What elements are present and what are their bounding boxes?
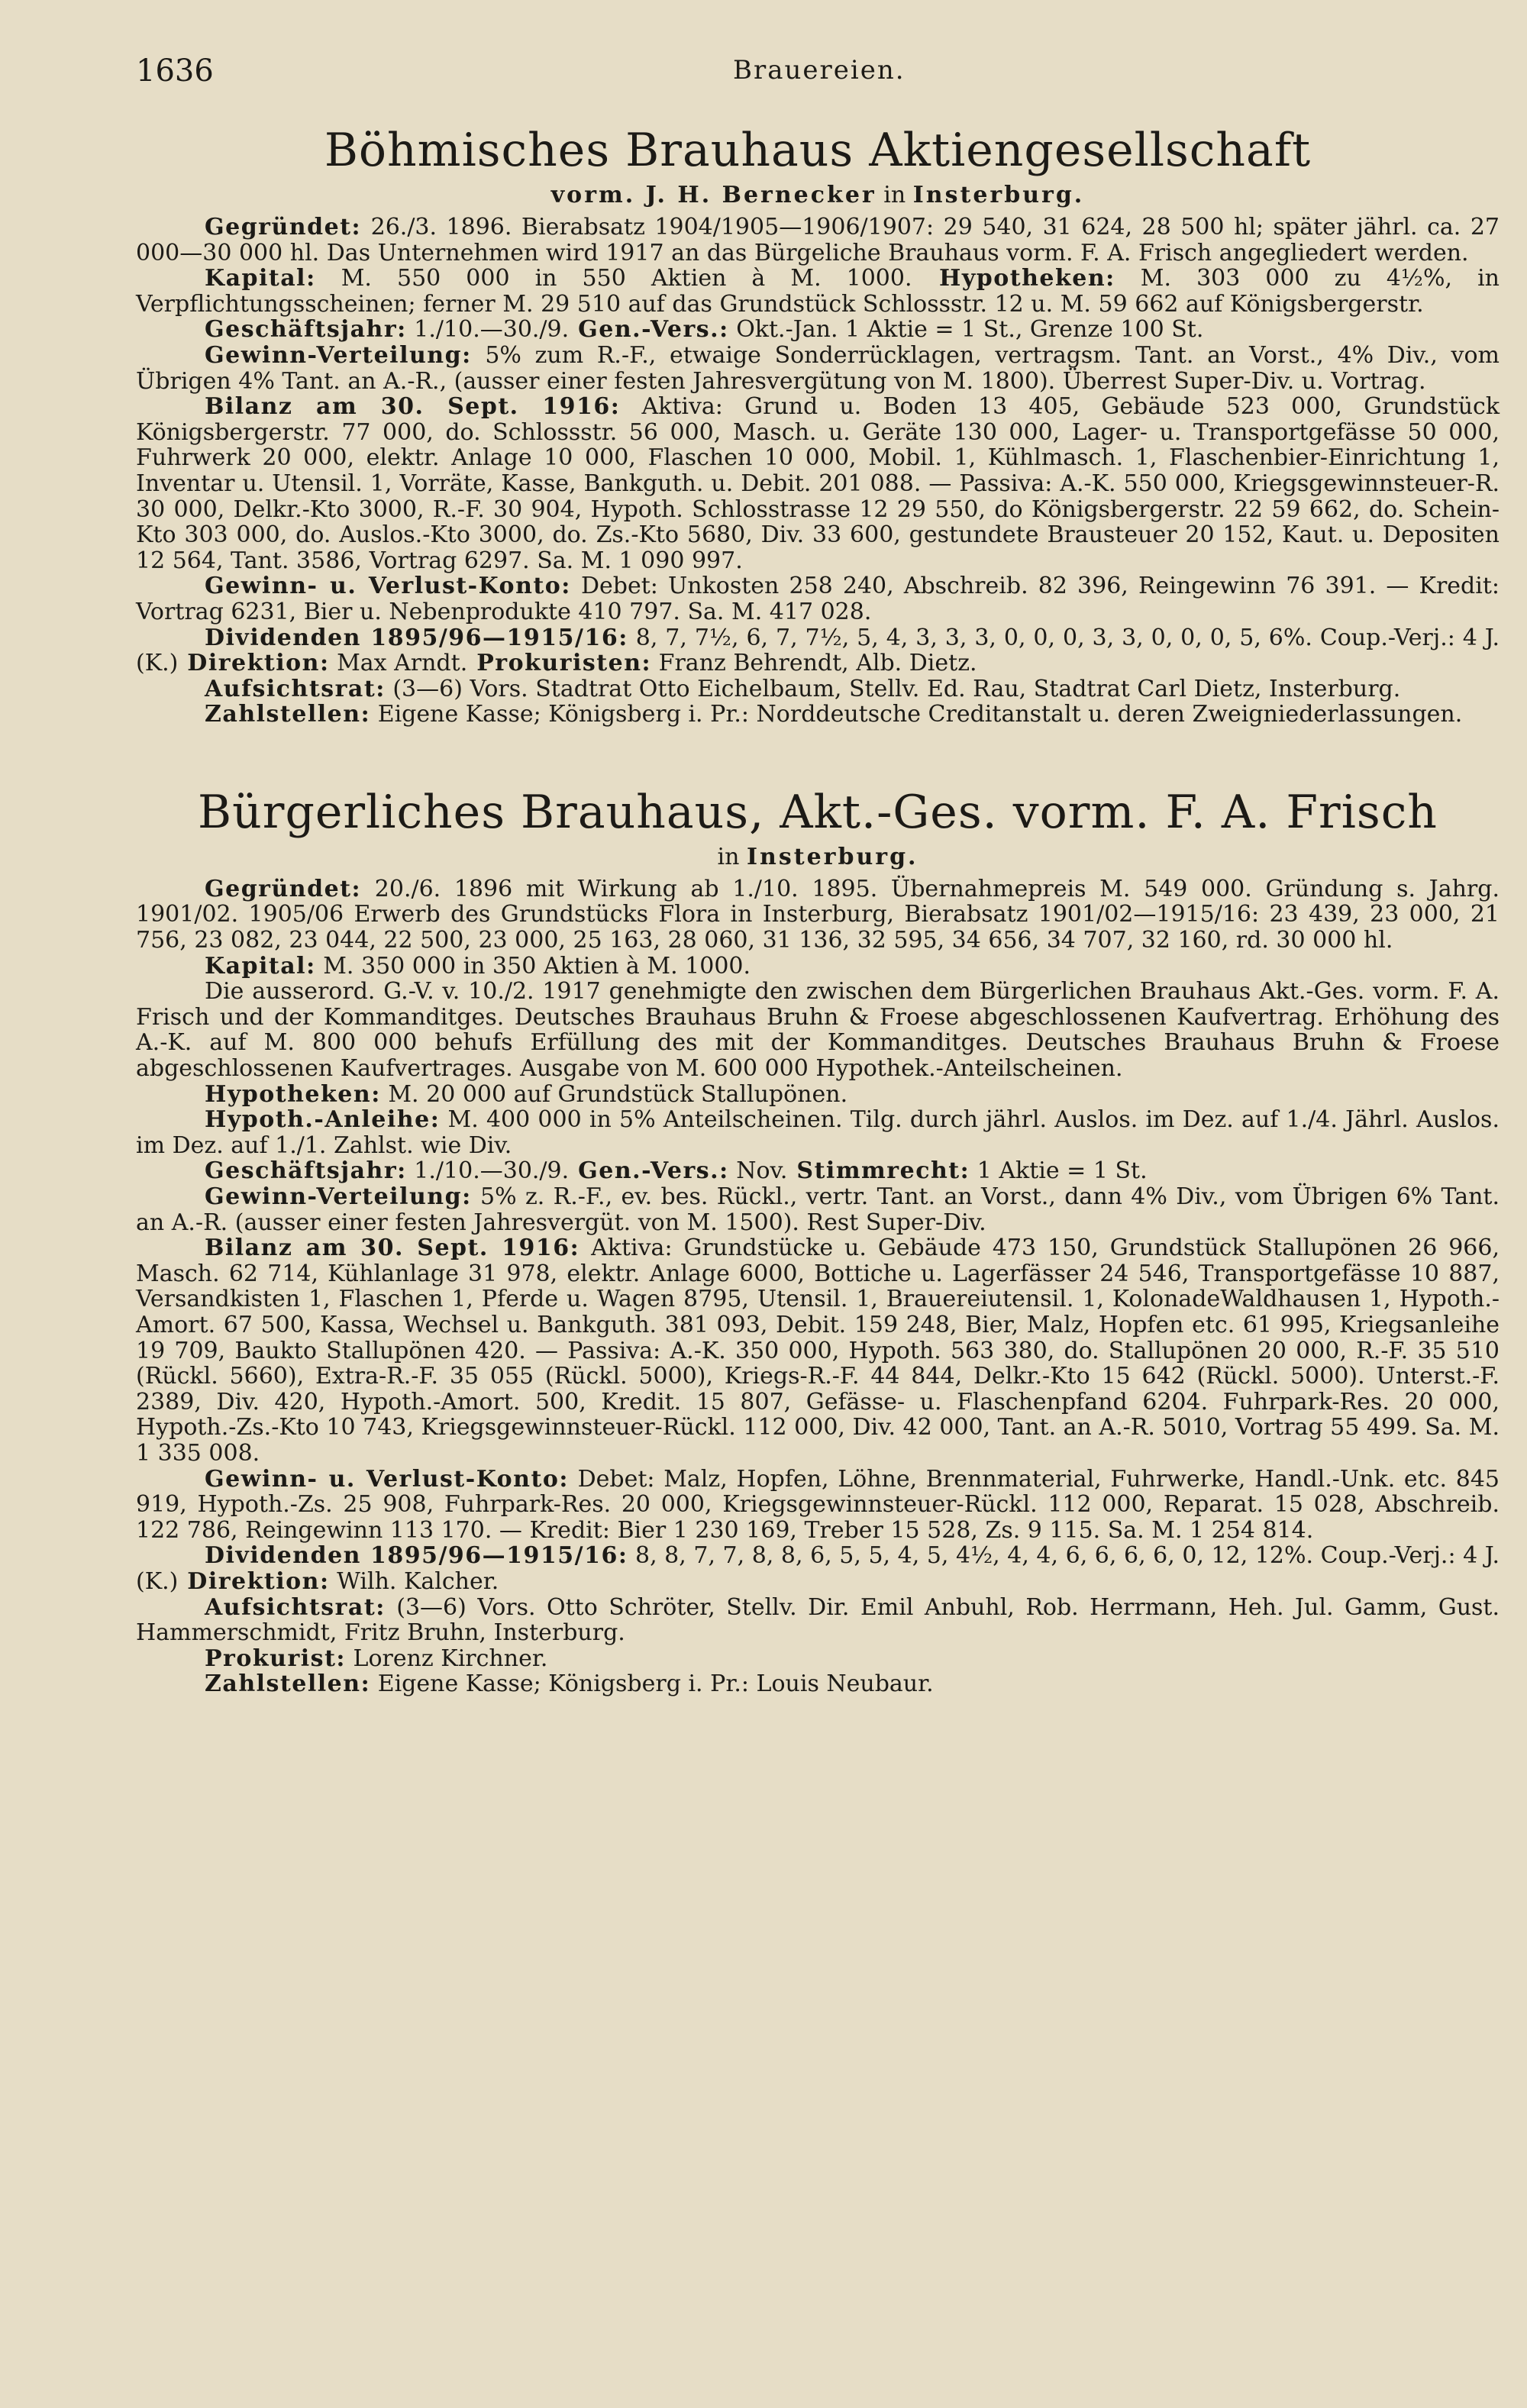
field-text: M. 550 000 in 550 Aktien à M. 1000. (315, 265, 912, 292)
field-text: M. 20 000 auf Grundstück Stallupönen. (380, 1080, 848, 1108)
entry-buergerliches-brauhaus (136, 787, 1500, 1697)
field-text: Eigene Kasse; Königsberg i. Pr.: Louis Neubaur. (370, 1670, 934, 1698)
field-label: Aufsichtsrat: (205, 1593, 386, 1621)
paragraph (136, 1107, 1500, 1158)
field-text: M. 350 000 in 350 Aktien à M. 1000. (315, 952, 751, 980)
field-label: Bilanz am 30. Sept. 1916: (205, 393, 621, 421)
field-label: Zahlstellen: (205, 1670, 371, 1698)
running-head (136, 46, 1500, 99)
field-label: Hypoth.-Anleihe: (205, 1106, 441, 1134)
field-label: Gewinn- u. Verlust-Konto: (205, 573, 571, 600)
field-label: Kapital: (205, 952, 316, 980)
paragraph (136, 573, 1500, 625)
field-label: Stimmrecht: (787, 1157, 970, 1185)
field-label: Gewinn-Verteilung: (205, 341, 472, 369)
field-text: Aktiva: Grund u. Boden 13 405, Gebäude 523 000, Grundstück Königsbergerstr. 77 000, do. Schlossstr. 56 000, Masch. u. Geräte 130 000, Lager- u. Transportgefässe 50 000, Fuhrwerk 20 000, elektr. Anlage 10 000, Flaschen 10 000, Mobil. 1, Kühlmasch. 1, Flaschenbier-Einrichtung 1, Inventar u. Utensil. 1, Vorräte, Kasse, Bankguth. u. Debit. 201 088. — Passiva: A.-K. 550 000, Kriegsgewinnsteuer-R. 30 000, Delkr.-Kto 3000, R.-F. 30 904, Hypoth. Schlosstrasse 12 29 550, do Königsbergerstr. 22 59 662, do. Schein-Kto 303 000, do. Auslos.-Kto 3000, do. Zs.-Kto 5680, Div. 33 600, gestundete Brausteuer 20 152, Kaut. u. Depositen 12 564, Tant. 3586, Vortrag 6297. Sa. M. 1 090 997. (136, 393, 1500, 574)
paragraph (136, 1595, 1500, 1646)
paragraph (136, 1235, 1500, 1466)
field-text: 8, 7, 7½, 6, 7, 7½, 5, 4, 3, 3, 3, 0, 0, 0, 3, 3, 0, 0, 0, 5, 6%. Coup.-Verj.: 4 J. (K.) (136, 624, 1500, 677)
field-text: Okt.-Jan. 1 Aktie = 1 St., Grenze 100 St. (728, 316, 1204, 344)
field-text: M. 303 000 zu 4½%, in Verpflichtungsscheinen; ferner M. 29 510 auf das Grundstück Schlossstr. 12 u. M. 59 662 auf Königsbergerstr. (136, 265, 1500, 318)
paragraph (136, 702, 1500, 728)
field-text: M. 400 000 in 5% Anteilscheinen. Tilg. durch jährl. Auslos. im Dez. auf 1./4. Jährl. Auslos. im Dez. auf 1./1. Zahlst. wie Div. (136, 1106, 1500, 1159)
field-label: Gen.-Vers.: (569, 1157, 729, 1185)
paragraph (136, 1158, 1500, 1184)
paragraph (136, 343, 1500, 394)
paragraph (136, 317, 1500, 343)
field-label: Aufsichtsrat: (205, 675, 386, 702)
field-text: Franz Behrendt, Alb. Dietz. (651, 650, 977, 677)
field-label: Prokuristen: (467, 650, 652, 677)
entry-body (136, 215, 1500, 728)
field-text: Lorenz Kirchner. (346, 1645, 548, 1672)
subtitle-in: in (883, 182, 906, 208)
paragraph (136, 876, 1500, 954)
paragraph (136, 394, 1500, 573)
entry-body (136, 876, 1500, 1697)
field-text: 5% zum R.-F., etwaige Sonderrücklagen, vertragsm. Tant. an Vorst., 4% Div., vom Übrigen 4% Tant. an A.-R., (ausser einer festen Jahresvergütung von M. 1800). Überrest Super-Div. u. Vortrag. (136, 341, 1500, 395)
field-text: 1./10.—30./9. (406, 316, 570, 344)
paragraph (136, 625, 1500, 676)
field-text: Die ausserord. G.-V. v. 10./2. 1917 genehmigte den zwischen dem Bürgerlichen Brauhaus Akt.-Ges. vorm. F. A. Frisch und der Kommanditges. Deutsches Brauhaus Bruhn & Froese abgeschlossenen Kaufvertrag. Erhöhung des A.-K. auf M. 800 000 behufs Erfüllung des mit der Kommanditges. Deutsches Brauhaus Bruhn & Froese abgeschlossenen Kaufvertrages. Ausgabe von M. 600 000 Hypothek.-Anteilscheinen. (136, 978, 1500, 1083)
running-title: Brauereien. (733, 55, 906, 86)
subtitle-place: Insterburg. (746, 843, 918, 870)
field-text: Debet: Malz, Hopfen, Löhne, Brennmaterial, Fuhrwerke, Handl.-Unk. etc. 845 919, Hypoth.-Zs. 25 908, Fuhrpark-Res. 20 000, Kriegsgewinnsteuer-Rückl. 112 000, Reparat. 15 028, Abschreib. 122 786, Reingewinn 113 170. — Kredit: Bier 1 230 169, Treber 15 528, Zs. 9 115. Sa. M. 1 254 814. (136, 1465, 1500, 1544)
field-text: 5% z. R.-F., ev. bes. Rückl., vertr. Tant. an Vorst., dann 4% Div., vom Übrigen 6% Tant. an A.-R. (ausser einer festen Jahresvergüt. von M. 1500). Rest Super-Div. (136, 1183, 1500, 1236)
entry-boehmisches-brauhaus (136, 125, 1500, 728)
field-text: Max Arndt. (329, 650, 468, 677)
field-text: Nov. (728, 1157, 788, 1185)
paragraph (136, 1671, 1500, 1697)
field-label: Prokurist: (205, 1645, 346, 1672)
field-label: Hypotheken: (205, 1080, 381, 1108)
field-label: Kapital: (205, 265, 316, 292)
paragraph (136, 1646, 1500, 1672)
field-text: 1 Aktie = 1 St. (970, 1157, 1148, 1185)
paragraph (136, 1082, 1500, 1108)
subtitle-company: vorm. J. H. Bernecker (550, 182, 876, 208)
field-label: Gegründet: (205, 214, 362, 240)
field-label: Gewinn-Verteilung: (205, 1183, 472, 1210)
field-label: Dividenden 1895/96—1915/16: (205, 1542, 628, 1570)
field-text: 20./6. 1896 mit Wirkung ab 1./10. 1895. Übernahmepreis M. 549 000. Gründung s. Jahrg. 1901/02. 1905/06 Erwerb des Grundstücks Flora in Insterburg, Bierabsatz 1901/02—1915/16: 23 439, 23 000, 21 756, 23 082, 23 044, 22 500, 23 000, 25 163, 28 060, 31 136, 32 595, 34 656, 34 707, 32 160, rd. 30 000 hl. (136, 875, 1500, 954)
paragraph (136, 954, 1500, 980)
page-number: 1636 (136, 53, 214, 89)
paragraph (136, 215, 1500, 266)
field-label: Hypotheken: (912, 265, 1115, 292)
paragraph (136, 979, 1500, 1081)
paragraph (136, 1543, 1500, 1594)
field-text: Aktiva: Grundstücke u. Gebäude 473 150, Grundstück Stallupönen 26 966, Masch. 62 714, Kühlanlage 31 978, elektr. Anlage 6000, Bottiche u. Lagerfässer 24 546, Transportgefässe 10 887, Versandkisten 1, Flaschen 1, Pferde u. Wagen 8795, Utensil. 1, Brauereiutensil. 1, KolonadeWaldhausen 1, Hypoth.-Amort. 67 500, Kassa, Wechsel u. Bankguth. 381 093, Debit. 159 248, Bier, Malz, Hopfen etc. 61 995, Kriegsanleihe 19 709, Baukto Stallupönen 420. — Passiva: A.-K. 350 000, Hypoth. 563 380, do. Stallupönen 20 000, R.-F. 35 510 (Rückl. 5660), Extra-R.-F. 35 055 (Rückl. 5000), Kriegs-R.-F. 44 844, Delkr.-Kto 15 642 (Rückl. 5000). Unterst.-F. 2389, Div. 420, Hypoth.-Amort. 500, Kredit. 15 807, Gefässe- u. Flaschenpfand 6204. Fuhrpark-Res. 20 000, Hypoth.-Zs.-Kto 10 743, Kriegsgewinnsteuer-Rückl. 112 000, Div. 42 000, Tant. an A.-R. 5010, Vortrag 55 499. Sa. M. 1 335 008. (136, 1235, 1500, 1467)
field-text: 8, 8, 7, 7, 8, 8, 6, 5, 5, 4, 5, 4½, 4, 4, 6, 6, 6, 6, 0, 12, 12%. Coup.-Verj.: 4 J. (K.) (136, 1542, 1500, 1595)
field-text: Eigene Kasse; Königsberg i. Pr.: Norddeutsche Creditanstalt u. deren Zweigniederlassungen. (370, 701, 1463, 728)
field-label: Geschäftsjahr: (205, 316, 407, 344)
paragraph (136, 266, 1500, 317)
entry-subtitle (136, 180, 1500, 210)
field-label: Geschäftsjahr: (205, 1157, 407, 1185)
entry-title: Böhmisches Brauhaus Aktiengesellschaft (324, 124, 1312, 177)
field-label: Gegründet: (205, 875, 362, 902)
entry-subtitle (136, 842, 1500, 872)
paragraph (136, 1184, 1500, 1235)
field-text: Debet: Unkosten 258 240, Abschreib. 82 396, Reingewinn 76 391. — Kredit: Vortrag 6231, Bier u. Nebenprodukte 410 797. Sa. M. 417 028. (136, 573, 1500, 625)
paragraph (136, 1467, 1500, 1544)
field-label: Direktion: (178, 650, 330, 677)
entry-title: Bürgerliches Brauhaus, Akt.-Ges. vorm. F. A. Frisch (198, 785, 1438, 839)
subtitle-place: Insterburg. (912, 182, 1085, 208)
field-text: 1./10.—30./9. (406, 1157, 570, 1185)
field-label: Gewinn- u. Verlust-Konto: (205, 1465, 569, 1493)
field-text: 26./3. 1896. Bierabsatz 1904/1905—1906/1907: 29 540, 31 624, 28 500 hl; später jährl. ca. 27 000—30 000 hl. Das Unternehmen wird 1917 an das Bürgeliche Brauhaus vorm. F. A. Frisch angegliedert werden. (136, 214, 1500, 266)
subtitle-in: in (717, 843, 740, 870)
field-label: Bilanz am 30. Sept. 1916: (205, 1235, 580, 1262)
field-text: Wilh. Kalcher. (329, 1567, 499, 1595)
field-label: Gen.-Vers.: (569, 316, 729, 344)
paragraph (136, 676, 1500, 702)
field-text: (3—6) Vors. Otto Schröter, Stellv. Dir. Emil Anbuhl, Rob. Herrmann, Heh. Jul. Gamm, Gust. Hammerschmidt, Fritz Bruhn, Insterburg. (136, 1593, 1500, 1647)
field-text: (3—6) Vors. Stadtrat Otto Eichelbaum, Stellv. Ed. Rau, Stadtrat Carl Dietz, Insterburg. (385, 675, 1401, 702)
field-label: Zahlstellen: (205, 701, 371, 728)
field-label: Direktion: (178, 1567, 330, 1595)
field-label: Dividenden 1895/96—1915/16: (205, 624, 628, 651)
divider-space (136, 728, 1500, 773)
